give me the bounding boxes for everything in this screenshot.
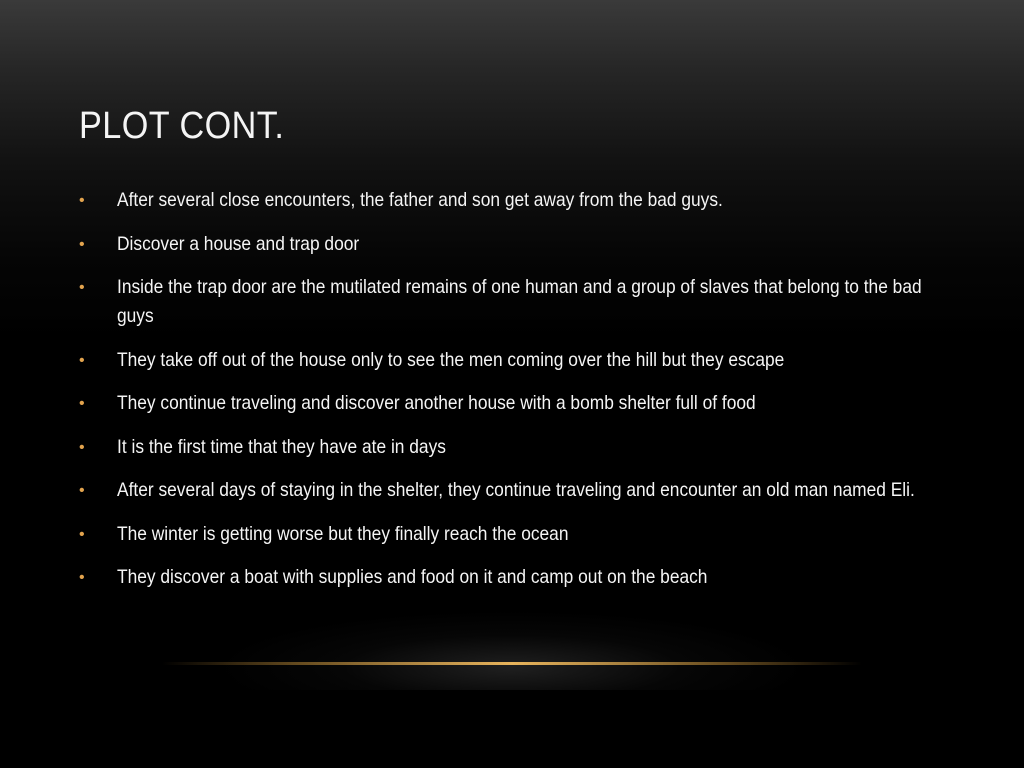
- bullet-text: They discover a boat with supplies and food on it and camp out on the beach: [117, 566, 708, 588]
- bullet-marker: •: [79, 482, 85, 499]
- decorative-divider: [162, 662, 862, 665]
- bullet-text: They continue traveling and discover another house with a bomb shelter full of food: [117, 392, 756, 414]
- bullet-marker: •: [79, 235, 85, 253]
- bullet-text: The winter is getting worse but they finally reach the ocean: [117, 522, 569, 545]
- bullet-text: It is the first time that they have ate in days: [117, 435, 446, 458]
- bullet-item: [79, 389, 949, 418]
- bullet-list: [79, 186, 949, 607]
- bullet-text: They take off out of the house only to see the men coming over the hill but they escape: [117, 348, 785, 371]
- bullet-item: [79, 230, 949, 259]
- bullet-item: [79, 520, 949, 549]
- bullet-item: [79, 476, 949, 505]
- bullet-text: After several days of staying in the shelter, they continue traveling and encounter an old man named Eli.: [117, 479, 915, 501]
- bullet-marker: •: [79, 438, 85, 456]
- bullet-marker: •: [79, 279, 85, 296]
- bullet-marker: •: [79, 569, 85, 586]
- slide-title: PLOT CONT.: [79, 105, 285, 147]
- bullet-item: [79, 186, 949, 215]
- bullet-text: Inside the trap door are the mutilated remains of one human and a group of slaves that belong to the bad guys: [117, 276, 922, 327]
- bullet-marker: •: [79, 192, 85, 209]
- bullet-marker: •: [79, 351, 85, 369]
- bullet-text: After several close encounters, the father and son get away from the bad guys.: [117, 189, 723, 211]
- bullet-item: [79, 563, 949, 592]
- bullet-item: [79, 273, 949, 331]
- bullet-marker: •: [79, 525, 85, 543]
- bullet-item: [79, 433, 949, 462]
- bullet-text: Discover a house and trap door: [117, 232, 360, 255]
- divider-glow: [212, 610, 812, 690]
- bullet-marker: •: [79, 395, 85, 412]
- bullet-item: [79, 346, 949, 375]
